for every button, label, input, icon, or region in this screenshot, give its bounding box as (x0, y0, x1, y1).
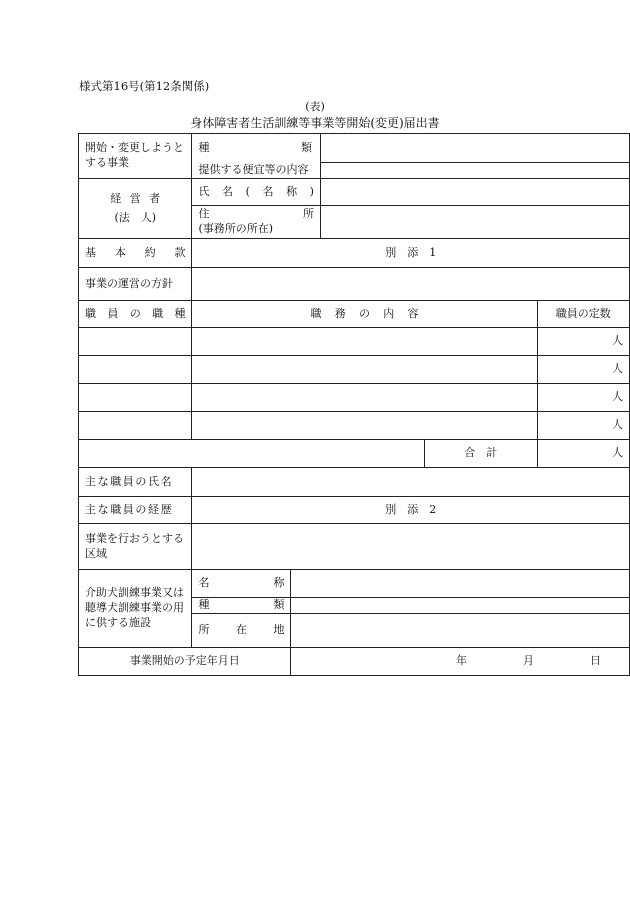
corporation-label: (法 人) (114, 210, 157, 224)
area-label-line1: 事業を行おうとする (85, 531, 184, 545)
duties-char-1: 務 (334, 306, 346, 320)
bylaws-label (85, 246, 185, 261)
facility-kind-field[interactable] (291, 598, 630, 614)
operator-name-field[interactable] (320, 179, 629, 206)
staff-count-3[interactable]: 人 (537, 384, 629, 412)
operator-char-0: 経 (110, 191, 122, 205)
duties-char-2: の (359, 306, 371, 320)
facility-name-char-0: 名 (198, 576, 210, 590)
kind-label-justified (198, 141, 314, 156)
bylaws-char-1: 本 (114, 245, 126, 259)
address-label (198, 207, 314, 222)
main-staff-name-field[interactable] (192, 468, 630, 497)
notification-form-table (78, 133, 630, 676)
facility-label-line2: 聴導犬訓練事業の用 (85, 601, 184, 615)
facility-kind-label-cell (192, 598, 291, 614)
facility-location-char-2: 地 (273, 623, 285, 637)
staff-type-field-4[interactable] (79, 412, 192, 440)
business-label-cell (79, 134, 192, 179)
facility-kind-label (198, 598, 284, 613)
staff-count-2[interactable]: 人 (537, 356, 629, 384)
area-label-cell (79, 524, 192, 570)
main-staff-career-label (79, 497, 192, 524)
bylaws-label-cell (79, 239, 192, 268)
staff-type-char-2: の (129, 306, 141, 320)
day-label: 日 (590, 654, 601, 668)
staff-type-char-1: 員 (107, 306, 119, 320)
name-label-cell (192, 179, 321, 206)
operator-address-field[interactable] (320, 206, 629, 239)
staff-quota-header: 職員の定数 (537, 301, 629, 328)
name-char-2: ( (245, 184, 250, 198)
duties-field-2[interactable] (192, 356, 537, 384)
side-label: (表) (305, 100, 325, 113)
policy-field[interactable] (192, 268, 630, 301)
facility-kind-char-1: 類 (273, 598, 285, 612)
facility-label-line3: に供する施設 (85, 615, 151, 629)
facility-location-label-cell (192, 614, 291, 648)
name-char-0: 氏 (198, 184, 210, 198)
name-char-5: ) (309, 184, 314, 198)
address-char-1: 所 (302, 207, 314, 221)
address-char-0: 住 (198, 207, 210, 221)
operator-char-2: 者 (149, 191, 161, 205)
duties-field-4[interactable] (192, 412, 537, 440)
facility-name-label-cell (192, 570, 291, 598)
facility-kind-char-0: 種 (198, 598, 210, 612)
duties-field-3[interactable] (192, 384, 537, 412)
month-label: 月 (523, 654, 534, 668)
staff-type-char-3: 職 (152, 306, 164, 320)
facility-location-char-0: 所 (198, 623, 210, 637)
facility-label-line1: 介助犬訓練事業又は (85, 586, 184, 600)
main-staff-career-text: 主な職員の経歴 (85, 502, 174, 516)
duties-label (311, 307, 419, 322)
duties-header (192, 301, 537, 328)
name-char-4: 称 (286, 184, 298, 198)
staff-type-char-0: 職 (85, 306, 96, 320)
staff-type-field-3[interactable] (79, 384, 192, 412)
staff-type-label (85, 307, 185, 322)
address-label-cell (192, 206, 321, 239)
convenience-field[interactable] (320, 163, 629, 179)
area-label-line2: 区域 (85, 546, 107, 560)
bylaws-char-2: 約 (144, 245, 156, 259)
policy-label: 事業の運営の方針 (79, 268, 192, 301)
staff-type-char-4: 種 (174, 306, 186, 320)
duties-char-0: 職 (310, 306, 322, 320)
total-blank (79, 440, 425, 468)
facility-label-cell (79, 570, 192, 648)
start-date-label: 事業開始の予定年月日 (79, 648, 291, 676)
bylaws-char-0: 基 (85, 245, 96, 259)
facility-name-label (198, 576, 284, 591)
staff-count-4[interactable]: 人 (537, 412, 629, 440)
facility-location-char-1: 在 (235, 623, 247, 637)
business-kind-label (192, 134, 321, 163)
form-number: 様式第16号(第12条関係) (79, 79, 210, 93)
start-date-field[interactable] (291, 648, 630, 676)
main-staff-name-text: 主な職員の氏名 (85, 474, 174, 488)
staff-type-field-2[interactable] (79, 356, 192, 384)
convenience-label: 提供する便宜等の内容 (192, 163, 321, 179)
staff-count-1[interactable]: 人 (537, 328, 629, 356)
attachment-2: 別 添 2 (192, 497, 630, 524)
form-title: 身体障害者生活訓練等事業等開始(変更)届出書 (190, 116, 440, 130)
staff-type-header (79, 301, 192, 328)
total-count[interactable]: 人 (537, 440, 629, 468)
year-label: 年 (456, 654, 467, 668)
main-staff-name-label (79, 468, 192, 497)
operator-label-cell (79, 179, 192, 239)
facility-name-field[interactable] (291, 570, 630, 598)
duties-char-3: 内 (383, 306, 395, 320)
area-field[interactable] (192, 524, 630, 570)
name-char-3: 名 (262, 184, 274, 198)
office-location-label: (事務所の所在) (198, 222, 274, 235)
operator-char-1: 営 (129, 191, 141, 205)
bylaws-char-3: 款 (174, 245, 186, 259)
name-label (198, 185, 314, 200)
business-label-line2: する事業 (85, 156, 129, 169)
attachment-1: 別 添 1 (192, 239, 630, 268)
kind-char-0: 種 (198, 140, 210, 154)
facility-name-char-1: 称 (273, 576, 285, 590)
facility-location-field[interactable] (291, 614, 630, 648)
operator-label (110, 192, 160, 207)
duties-char-4: 容 (407, 306, 419, 320)
business-label-line1: 開始・変更しようと (85, 141, 184, 155)
start-date-units (297, 654, 623, 669)
business-kind-field[interactable] (320, 134, 629, 163)
staff-type-field-1[interactable] (79, 328, 192, 356)
kind-char-1: 類 (300, 140, 312, 154)
total-label: 合 計 (424, 440, 537, 468)
duties-field-1[interactable] (192, 328, 537, 356)
name-char-1: 名 (222, 184, 234, 198)
facility-location-label (198, 623, 284, 638)
